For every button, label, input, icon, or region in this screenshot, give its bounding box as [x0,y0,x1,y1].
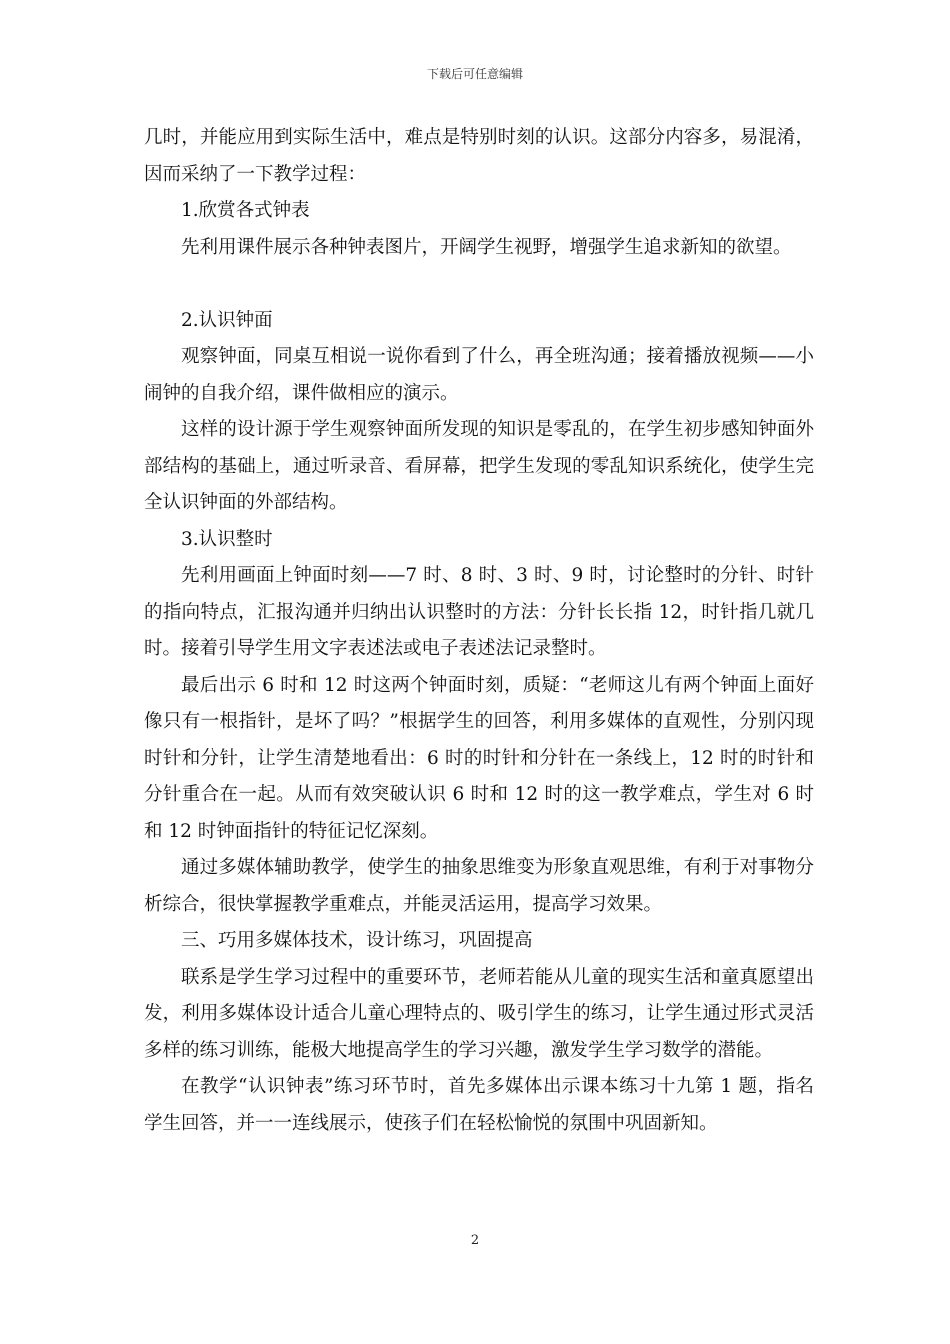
section-heading-multimedia-practice: 三、巧用多媒体技术，设计练习，巩固提高 [181,930,533,951]
paragraph-continuation: 几时，并能应用到实际生活中，难点是特别时刻的认识。这部分内容多，易混淆，因而采纳了一下教学过程： [144,127,814,185]
blank-line [144,266,814,303]
section-heading-appreciate-clocks: 1.欣赏各式钟表 [181,200,310,221]
section-heading-whole-hours: 3.认识整时 [181,528,273,550]
paragraph: 观察钟面，同桌互相说一说你看到了什么，再全班沟通；接着播放视频——小闹钟的自我介绍，课件做相应的演示。 [144,346,814,404]
paragraph: 通过多媒体辅助教学，使学生的抽象思维变为形象直观思维，有利于对事物分析综合，很快掌握教学重难点，并能灵活运用，提高学习效果。 [144,857,814,915]
paragraph: 先利用画面上钟面时刻——7 时、8 时、3 时、9 时，讨论整时的分针、时针的指向特点，汇报沟通并归纳出认识整时的方法：分针长长指 12，时针指几就几时。接着引导学生用文字表述法或电子表述法记录整时。 [144,565,814,659]
paragraph: 在教学“认识钟表”练习环节时，首先多媒体出示课本练习十九第 1 题，指名学生回答，并一一连线展示，使孩子们在轻松愉悦的氛围中巩固新知。 [144,1076,814,1134]
paragraph: 这样的设计源于学生观察钟面所发现的知识是零乱的，在学生初步感知钟面外部结构的基础上，通过听录音、看屏幕，把学生发现的零乱知识系统化，使学生完全认识钟面的外部结构。 [144,419,814,513]
paragraph: 先利用课件展示各种钟表图片，开阔学生视野，增强学生追求新知的欲望。 [181,236,792,258]
document-body [144,120,814,1142]
page-number: 2 [470,1233,480,1248]
paragraph: 最后出示 6 时和 12 时这两个钟面时刻，质疑：“老师这儿有两个钟面上面好像只有一根指针，是坏了吗？”根据学生的回答，利用多媒体的直观性，分别闪现时针和分针，让学生清楚地看出：6 时的时针和分针在一条线上，12 时的时针和分针重合在一起。从而有效突破认识 6 时和 12 时的这一教学难点，学生对 6 时和 12 时钟面指针的特征记忆深刻。 [144,674,814,842]
section-heading-clock-face: 2.认识钟面 [181,309,273,331]
paragraph: 联系是学生学习过程中的重要环节，老师若能从儿童的现实生活和童真愿望出发，利用多媒体设计适合儿童心理特点的、吸引学生的练习，让学生通过形式灵活多样的练习训练，能极大地提高学生的学习兴趣，激发学生学习数学的潜能。 [144,966,814,1061]
page-header: 下载后可任意编辑 [426,67,523,81]
